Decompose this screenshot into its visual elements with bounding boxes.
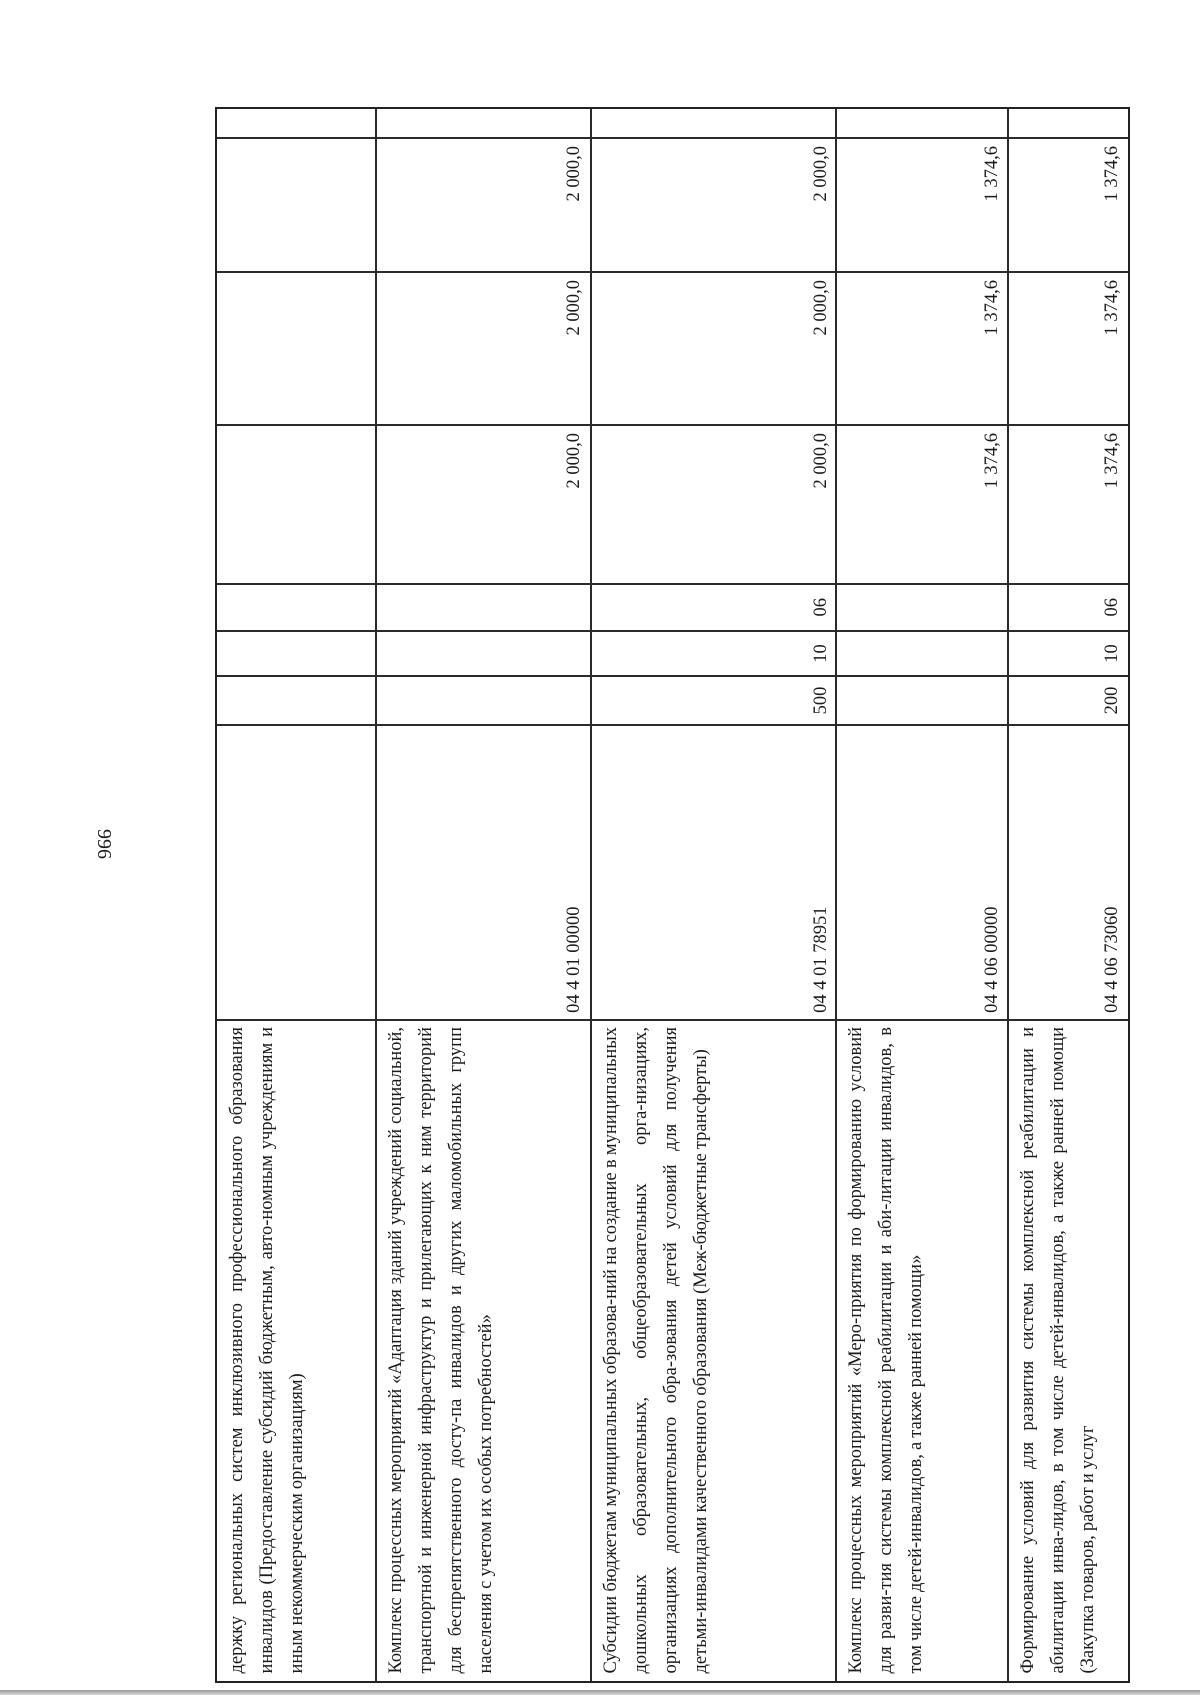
expense-type-cell <box>217 676 376 725</box>
page-number: 996 <box>93 829 115 859</box>
description-cell <box>836 1020 1008 1681</box>
description-text: Субсидии бюджетам муниципальных образова-ний на создание в муниципальных дошкольных образовательных, общеобразовательных орга-низациях, организациях дополнительного обра-зования детей условий для получения детьми-инвалидами качественного образования (Меж-бюджетные трансферты) <box>600 1027 711 1674</box>
description-cell <box>591 1020 837 1681</box>
description-text: держку региональных систем инклюзивного профессионального образования инвалидов (Предоставление субсидий бюджетным, авто-номным учреждениям и иным некоммерческим организациям) <box>227 1027 307 1674</box>
amount-year1-text: 2 000,0 <box>564 432 585 489</box>
subsection-cell <box>836 584 1008 631</box>
amount-year2-text: 1 374,6 <box>1101 279 1122 336</box>
amount-year2-text: 1 374,6 <box>982 279 1003 336</box>
amount-year3-cell <box>836 138 1008 271</box>
section-cell <box>376 631 590 676</box>
target-code-text: 04 4 06 73060 <box>1101 906 1122 1013</box>
amount-year2-cell <box>1008 272 1128 425</box>
budget-table <box>215 107 1130 1683</box>
section-cell <box>591 631 837 676</box>
amount-year2-cell <box>836 272 1008 425</box>
expense-type-cell <box>1008 676 1128 725</box>
subsection-text: 06 <box>810 597 831 617</box>
amount-year3-cell <box>1008 138 1128 271</box>
amount-year2-text: 2 000,0 <box>810 279 831 336</box>
amount-year1-text: 2 000,0 <box>810 432 831 489</box>
expense-type-text: 500 <box>810 686 831 714</box>
expense-type-cell <box>836 676 1008 725</box>
amount-year1-cell <box>836 425 1008 584</box>
amount-year1-text: 1 374,6 <box>1101 432 1122 489</box>
amount-year3-cell <box>591 138 837 271</box>
target-code-text: 04 4 01 00000 <box>564 906 585 1013</box>
section-cell <box>1008 631 1128 676</box>
amount-year1-cell <box>1008 425 1128 584</box>
subsection-cell <box>217 584 376 631</box>
amount-year2-text: 2 000,0 <box>564 279 585 336</box>
description-cell <box>376 1020 590 1681</box>
subsection-text: 06 <box>1101 597 1122 617</box>
amount-year3-text: 1 374,6 <box>982 146 1003 202</box>
expense-type-text: 200 <box>1101 686 1122 714</box>
target-code-text: 04 4 01 78951 <box>810 906 831 1013</box>
section-text: 10 <box>1101 643 1122 663</box>
expense-type-cell <box>591 676 837 725</box>
target-code-cell <box>591 725 837 1021</box>
description-cell <box>217 1020 376 1681</box>
amount-year3-cell <box>376 138 590 271</box>
target-code-cell <box>836 725 1008 1021</box>
amount-year1-cell <box>376 425 590 584</box>
target-code-cell <box>217 725 376 1021</box>
description-text: Формирование условий для развития системы комплексной реабилитации и абилитации инва-лидов, в том числе детей-инвалидов, а также ранней помощи (Закупка товаров, работ и услуг <box>1018 1027 1099 1674</box>
expense-type-cell <box>376 676 590 725</box>
section-cell <box>217 631 376 676</box>
amount-year3-cell <box>217 138 376 271</box>
subsection-cell <box>1008 584 1128 631</box>
amount-year3-text: 2 000,0 <box>564 146 585 202</box>
target-code-cell <box>1008 725 1128 1021</box>
amount-year3-text: 2 000,0 <box>810 146 831 202</box>
description-text: Комплекс процессных мероприятий «Адаптация зданий учреждений социальной, транспортной и инженерной инфраструктур и прилегающих к ним территорий для беспрепятственного досту-па инвалидов и других маломобильных групп населения с учетом их особых потребностей» <box>386 1027 497 1674</box>
scan-edge <box>0 1690 1200 1695</box>
subsection-cell <box>376 584 590 631</box>
description-cell <box>1008 1020 1128 1681</box>
amount-year2-cell <box>376 272 590 425</box>
amount-year2-cell <box>591 272 837 425</box>
section-cell <box>836 631 1008 676</box>
amount-year1-cell <box>591 425 837 584</box>
description-text: Комплекс процессных мероприятий «Меро-приятия по формированию условий для разви-тия системы комплексной реабилитации и аби-литации инвалидов, в том числе детей-инвалидов, а также ранней помощи» <box>846 1027 927 1674</box>
target-code-text: 04 4 06 00000 <box>982 906 1003 1013</box>
amount-year3-text: 1 374,6 <box>1101 146 1122 202</box>
amount-year1-cell <box>217 425 376 584</box>
section-text: 10 <box>810 643 831 663</box>
target-code-cell <box>376 725 590 1021</box>
amount-year2-cell <box>217 272 376 425</box>
amount-year1-text: 1 374,6 <box>982 432 1003 489</box>
subsection-cell <box>591 584 837 631</box>
